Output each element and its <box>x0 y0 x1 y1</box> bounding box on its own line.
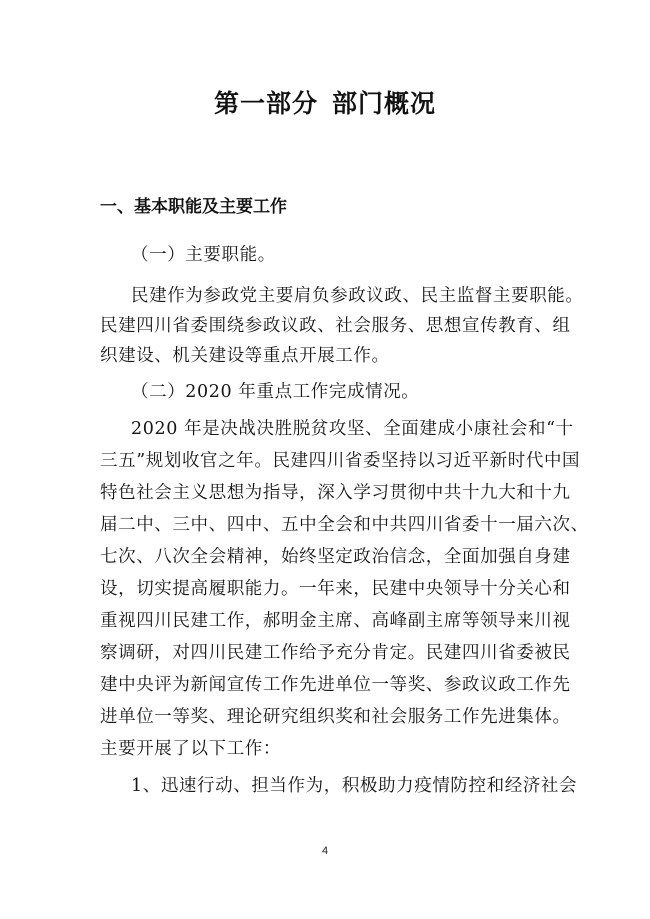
paragraph-line: 主要开展了以下工作： <box>100 739 281 759</box>
page-title <box>0 84 650 120</box>
paragraph-line: 重视四川民建工作，郝明金主席、高峰副主席等领导来川视 <box>100 611 571 631</box>
paragraph-line: 进单位一等奖、理论研究组织奖和社会服务工作先进集体。 <box>100 707 571 727</box>
paragraph-line: 建中央评为新闻宣传工作先进单位一等奖、参政议政工作先 <box>100 675 571 695</box>
paragraph-line: 届二中、三中、四中、五中全会和中共四川省委十一届六次、 <box>100 515 589 535</box>
paragraph-line: 七次、八次全会精神，始终坚定政治信念，全面加强自身建 <box>100 547 571 567</box>
paragraph-line: 特色社会主义思想为指导，深入学习贯彻中共十九大和十九 <box>100 483 571 503</box>
paragraph-line: 设，切实提高履职能力。一年来，民建中央领导十分关心和 <box>100 579 571 599</box>
paragraph-line: 察调研，对四川民建工作给予充分肯定。民建四川省委被民 <box>100 643 571 663</box>
paragraph-line: 民建作为参政党主要肩负参政议政、民主监督主要职能。 <box>131 286 584 306</box>
paragraph-line: 1、迅速行动、担当作为，积极助力疫情防控和经济社会 <box>131 776 578 796</box>
paragraph-line: 三五”规划收官之年。民建四川省委坚持以习近平新时代中国 <box>100 451 581 471</box>
paragraph-line: 2020 年是决战决胜脱贫攻坚、全面建成小康社会和“十 <box>131 419 574 439</box>
paragraph-line: 织建设、机关建设等重点开展工作。 <box>100 346 390 366</box>
paragraph-line: （一）主要职能。 <box>131 245 276 265</box>
title-name: 部门概况 <box>332 89 437 118</box>
title-part: 第一部分 <box>213 89 318 118</box>
paragraph-line: 民建四川省委围绕参政议政、社会服务、思想宣传教育、组 <box>100 316 571 336</box>
paragraph-line: （二）2020 年重点工作完成情况。 <box>131 382 420 402</box>
page-number: 4 <box>321 845 329 857</box>
section-heading: 一、基本职能及主要工作 <box>100 197 287 217</box>
